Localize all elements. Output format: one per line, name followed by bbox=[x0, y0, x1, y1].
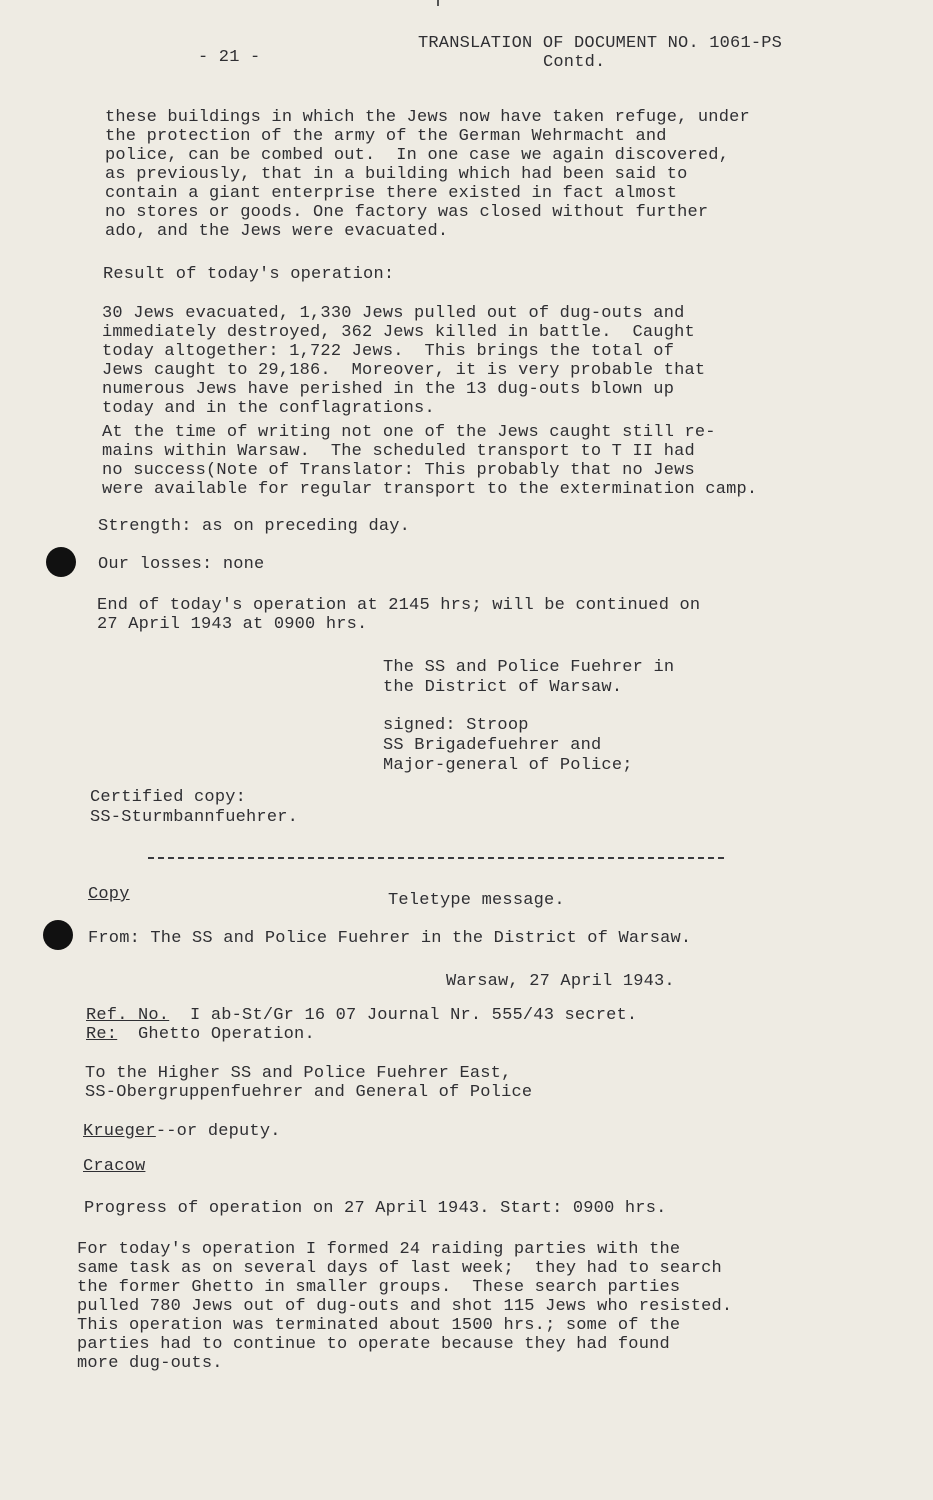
place-date: Warsaw, 27 April 1943. bbox=[446, 972, 675, 991]
text-line: no success(Note of Translator: This probably that no Jews bbox=[102, 461, 695, 480]
text-line: contain a giant enterprise there existed in fact almost bbox=[105, 184, 678, 203]
text-line: these buildings in which the Jews now have taken refuge, under bbox=[105, 108, 750, 127]
ref-line bbox=[86, 1006, 637, 1025]
text-line: as previously, that in a building which had been said to bbox=[105, 165, 688, 184]
certified-line: SS-Sturmbannfuehrer. bbox=[90, 808, 299, 827]
re-label: Re: bbox=[86, 1025, 118, 1044]
document-title: TRANSLATION OF DOCUMENT NO. 1061-PS bbox=[418, 34, 783, 53]
text-line: the former Ghetto in smaller groups. These search parties bbox=[77, 1278, 681, 1297]
text-line: police, can be combed out. In one case we again discovered, bbox=[105, 146, 730, 165]
to-line: SS-Obergruppenfuehrer and General of Police bbox=[85, 1083, 533, 1102]
to-line: To the Higher SS and Police Fuehrer East, bbox=[85, 1064, 512, 1083]
sender-line: The SS and Police Fuehrer in bbox=[383, 658, 675, 677]
text-line: no stores or goods. One factory was closed without further bbox=[105, 203, 709, 222]
text-line: more dug-outs. bbox=[77, 1354, 223, 1373]
ref-text: I ab-St/Gr 16 07 Journal Nr. 555/43 secret. bbox=[190, 1006, 638, 1025]
certified-line: Certified copy: bbox=[90, 788, 247, 807]
from-line: From: The SS and Police Fuehrer in the District of Warsaw. bbox=[88, 929, 692, 948]
re-text: Ghetto Operation. bbox=[138, 1025, 315, 1044]
losses-line: Our losses: none bbox=[98, 555, 265, 574]
text-line: 27 April 1943 at 0900 hrs. bbox=[97, 615, 368, 634]
text-line: today and in the conflagrations. bbox=[102, 399, 435, 418]
sender-line: the District of Warsaw. bbox=[383, 678, 623, 697]
signature-line: SS Brigadefuehrer and bbox=[383, 736, 602, 755]
text-line: End of today's operation at 2145 hrs; will be continued on bbox=[97, 596, 701, 615]
re-line bbox=[86, 1025, 315, 1044]
punch-hole bbox=[43, 920, 73, 950]
text-line: pulled 780 Jews out of dug-outs and shot 115 Jews who resisted. bbox=[77, 1297, 733, 1316]
signature-line: signed: Stroop bbox=[383, 716, 529, 735]
section-divider bbox=[148, 857, 724, 859]
text-line: At the time of writing not one of the Jews caught still re- bbox=[102, 423, 716, 442]
text-line: mains within Warsaw. The scheduled transport to T II had bbox=[102, 442, 695, 461]
text-line: ado, and the Jews were evacuated. bbox=[105, 222, 449, 241]
ref-label: Ref. No. bbox=[86, 1006, 170, 1025]
progress-line: Progress of operation on 27 April 1943. Start: 0900 hrs. bbox=[84, 1199, 667, 1218]
contd-label: Contd. bbox=[543, 53, 606, 72]
recipient-line bbox=[83, 1122, 281, 1141]
signature-line: Major-general of Police; bbox=[383, 756, 633, 775]
page-number: - 21 - bbox=[198, 48, 261, 67]
text-line: immediately destroyed, 362 Jews killed in battle. Caught bbox=[102, 323, 695, 342]
city-line: Cracow bbox=[83, 1157, 146, 1176]
strength-line: Strength: as on preceding day. bbox=[98, 517, 411, 536]
recipient-name: Krueger bbox=[83, 1122, 156, 1141]
text-line: were available for regular transport to the extermination camp. bbox=[102, 480, 758, 499]
recipient-suffix: --or deputy. bbox=[155, 1122, 281, 1141]
text-line: 30 Jews evacuated, 1,330 Jews pulled out of dug-outs and bbox=[102, 304, 685, 323]
text-line: Jews caught to 29,186. Moreover, it is very probable that bbox=[102, 361, 706, 380]
text-line: parties had to continue to operate because they had found bbox=[77, 1335, 670, 1354]
text-line: For today's operation I formed 24 raiding parties with the bbox=[77, 1240, 681, 1259]
text-line: numerous Jews have perished in the 13 dug-outs blown up bbox=[102, 380, 675, 399]
text-line: This operation was terminated about 1500 hrs.; some of the bbox=[77, 1316, 681, 1335]
punch-hole bbox=[46, 547, 76, 577]
text-line: today altogether: 1,722 Jews. This brings the total of bbox=[102, 342, 675, 361]
copy-label: Copy bbox=[88, 885, 130, 904]
text-line: same task as on several days of last week; they had to search bbox=[77, 1259, 722, 1278]
result-heading: Result of today's operation: bbox=[103, 265, 395, 284]
text-line: the protection of the army of the German Wehrmacht and bbox=[105, 127, 667, 146]
top-margin-mark bbox=[437, 0, 439, 6]
message-type: Teletype message. bbox=[388, 891, 565, 910]
